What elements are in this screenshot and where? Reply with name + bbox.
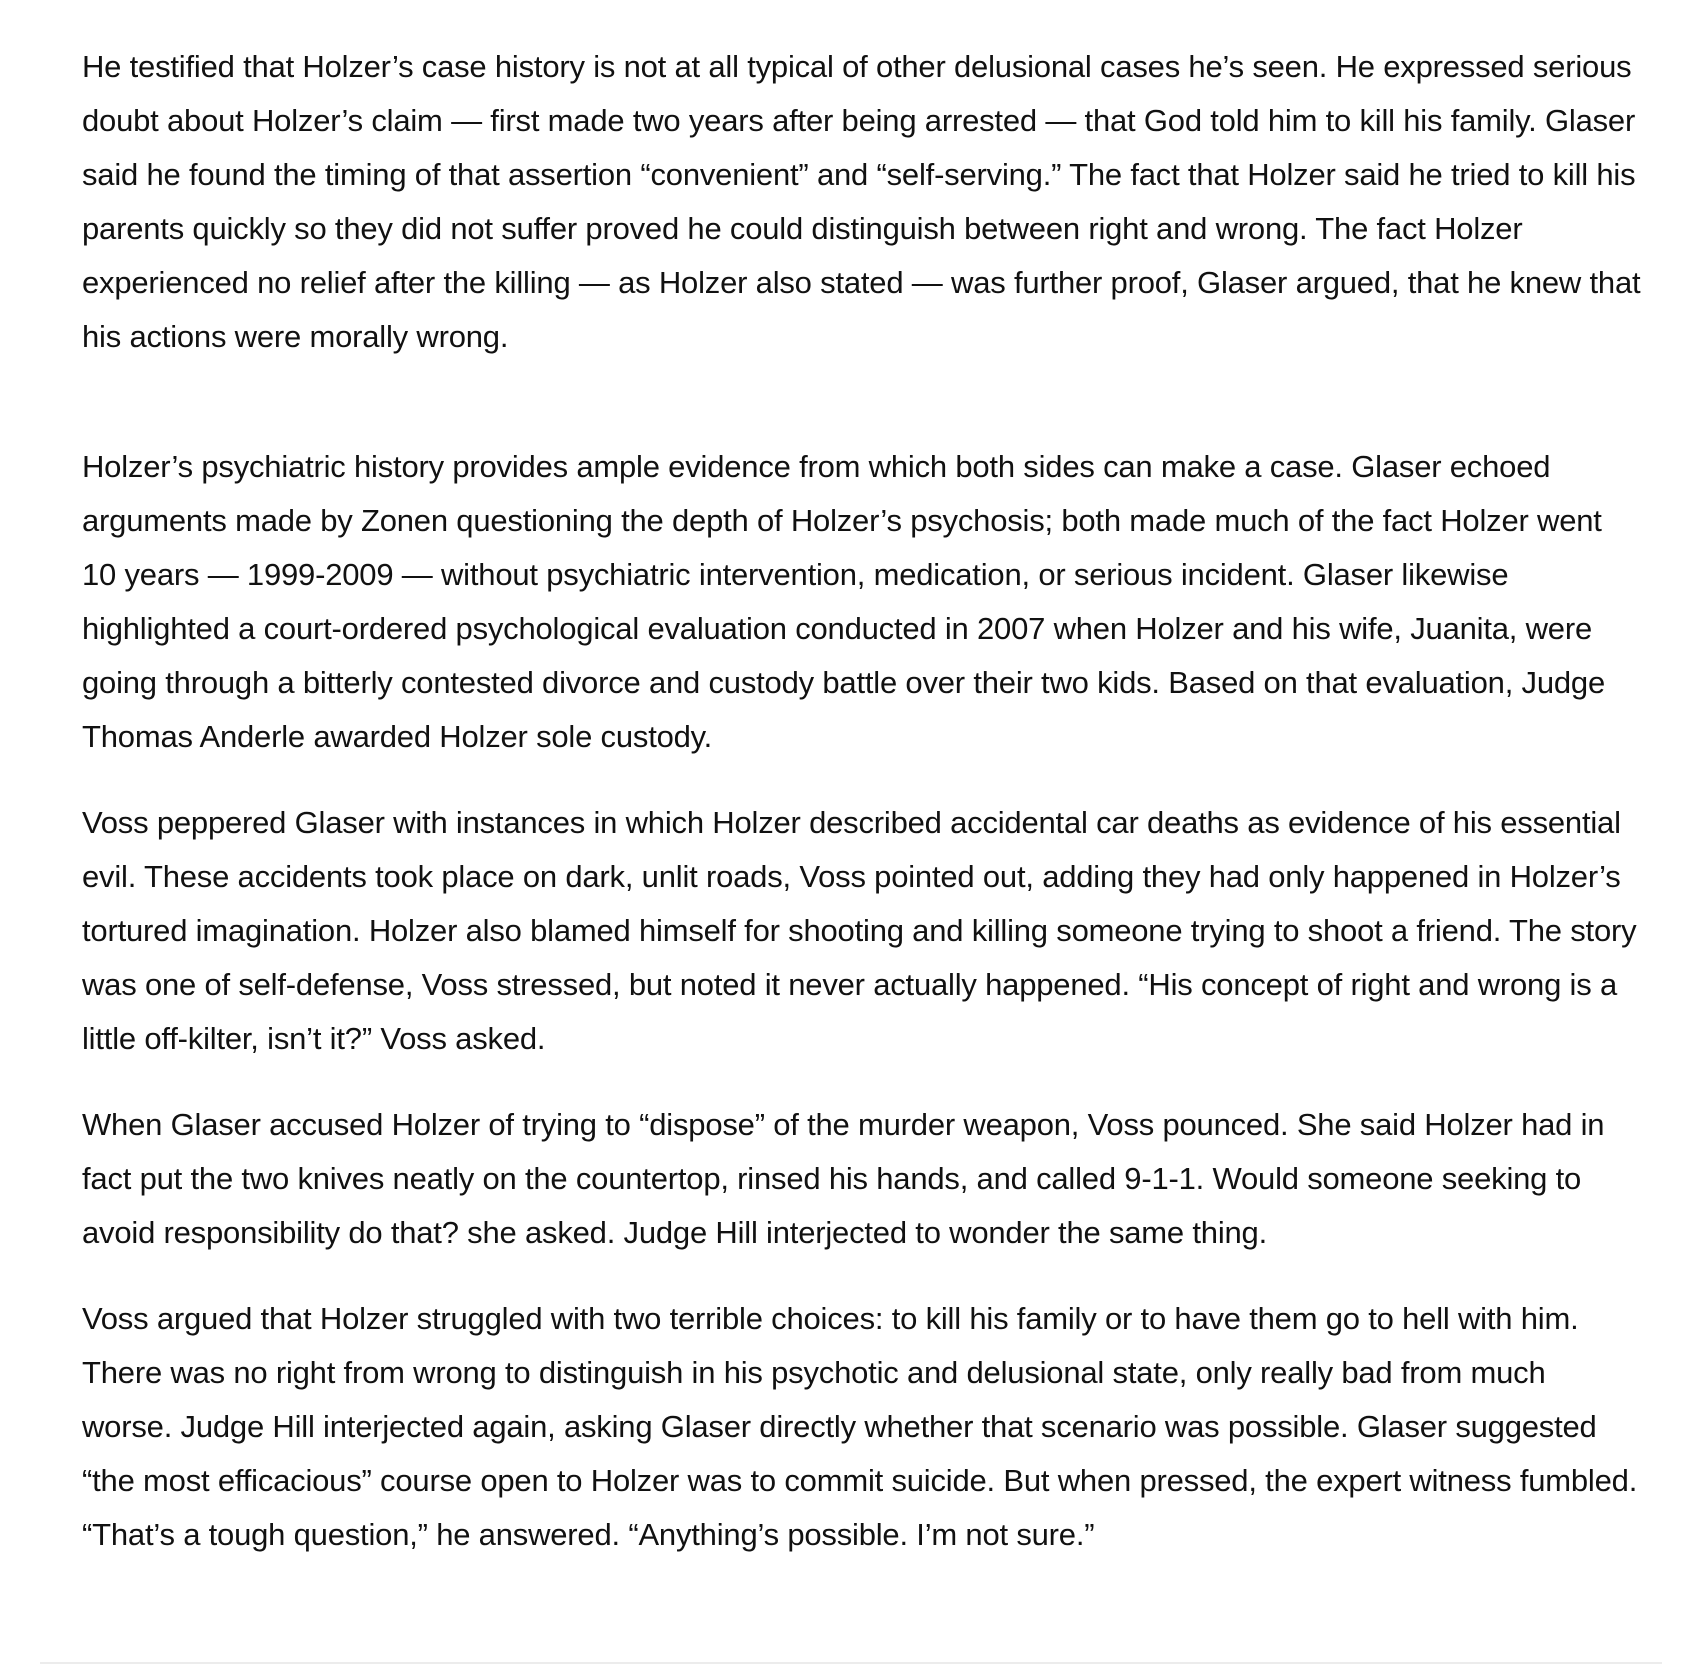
paragraph-glaser-testimony: He testified that Holzer’s case history is not at all typical of other delusional cases he’s seen. He expressed serious doubt about Holzer’s claim — first made two years after being arrested — that God told him to kill his family. Glaser said he found the timing of that assertion “convenient” and “self-serving.” The fact that Holzer said he tried to kill his parents quickly so they did not suffer proved he could distinguish between right and wrong. The fact Holzer experienced no relief after the killing — as Holzer also stated — was further proof, Glaser argued, that he knew that his actions were morally wrong. xyxy=(82,49,1641,354)
paragraph-voss-car-deaths: Voss peppered Glaser with instances in which Holzer described accidental car deaths as evidence of his essential evil. These accidents took place on dark, unlit roads, Voss pointed out, adding they had only happened in Holzer’s tortured imagination. Holzer also blamed himself for shooting and killing someone trying to shoot a friend. The story was one of self-defense, Voss stressed, but noted it never actually happened. “His concept of right and wrong is a little off-kilter, isn’t it?” Voss asked. xyxy=(82,805,1637,1056)
paragraph-murder-weapon: When Glaser accused Holzer of trying to “dispose” of the murder weapon, Voss pounced. She said Holzer had in fact put the two knives neatly on the countertop, rinsed his hands, and called 9-1-1. Would someone seeking to avoid responsibility do that? she asked. Judge Hill interjected to wonder the same thing. xyxy=(82,1107,1605,1250)
paragraph-two-terrible-choices: Voss argued that Holzer struggled with two terrible choices: to kill his family or to have them go to hell with him. There was no right from wrong to distinguish in his psychotic and delusional state, only really bad from much worse. Judge Hill interjected again, asking Glaser directly whether that scenario was possible. Glaser suggested “the most efficacious” course open to Holzer was to commit suicide. But when pressed, the expert witness fumbled. “That’s a tough question,” he answered. “Anything’s possible. I’m not sure.” xyxy=(82,1301,1638,1552)
page-bottom-divider xyxy=(40,1662,1662,1664)
article-body xyxy=(82,40,1642,1562)
paragraph-psychiatric-history: Holzer’s psychiatric history provides ample evidence from which both sides can make a case. Glaser echoed arguments made by Zonen questioning the depth of Holzer’s psychosis; both made much of the fact Holzer went 10 years — 1999-2009 — without psychiatric intervention, medication, or serious incident. Glaser likewise highlighted a court-ordered psychological evaluation conducted in 2007 when Holzer and his wife, Juanita, were going through a bitterly contested divorce and custody battle over their two kids. Based on that evaluation, Judge Thomas Anderle awarded Holzer sole custody. xyxy=(82,449,1605,754)
